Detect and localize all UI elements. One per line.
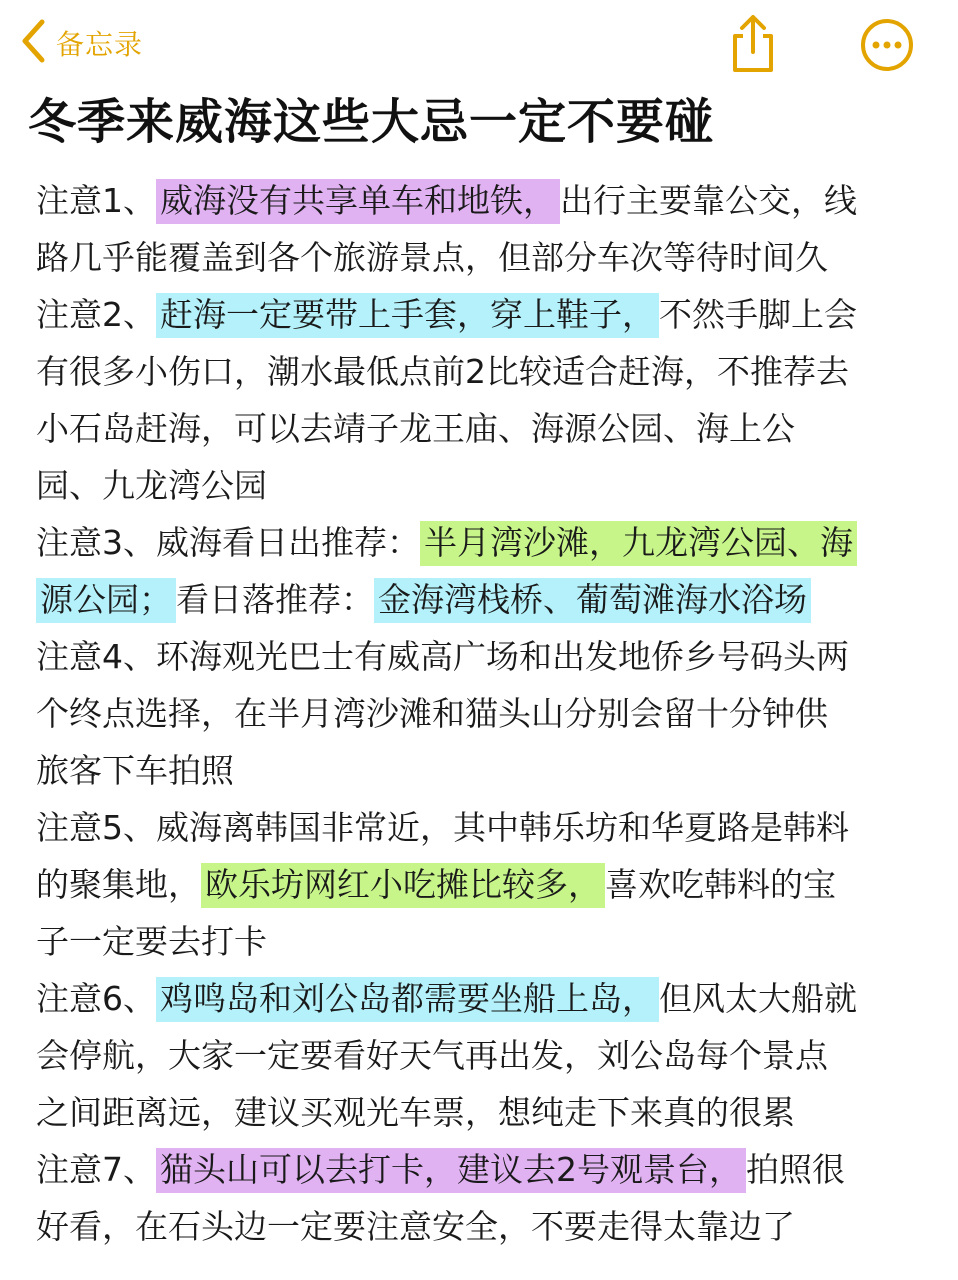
highlighted-text: 源公园；	[36, 578, 176, 623]
note-text: 旅客下车拍照	[36, 751, 234, 790]
note-line	[36, 628, 926, 685]
highlighted-text: 半月湾沙滩，九龙湾公园、海	[420, 521, 857, 566]
chevron-left-icon	[18, 18, 48, 68]
note-line	[36, 970, 926, 1027]
note-text: 好看，在石头边一定要注意安全，不要走得太靠边了	[36, 1207, 795, 1246]
note-text: 拍照很	[746, 1150, 845, 1189]
note-text: 之间距离远，建议买观光车票，想纯走下来真的很累	[36, 1093, 795, 1132]
note-text: 注意5、威海离韩国非常近，其中韩乐坊和华夏路是韩料	[36, 808, 849, 847]
note-line	[36, 571, 926, 628]
note-text: 出行主要靠公交，线	[560, 181, 857, 220]
share-button[interactable]	[726, 12, 780, 74]
note-text: 园、九龙湾公园	[36, 466, 267, 505]
note-text: 会停航，大家一定要看好天气再出发，刘公岛每个景点	[36, 1036, 828, 1075]
note-line	[36, 457, 926, 514]
note-text: 但风太大船就	[659, 979, 857, 1018]
note-line	[36, 343, 926, 400]
note-line	[36, 742, 926, 799]
note-line	[36, 685, 926, 742]
note-line	[36, 1141, 926, 1198]
highlighted-text: 赶海一定要带上手套，穿上鞋子，	[156, 293, 659, 338]
note-text: 有很多小伤口，潮水最低点前2比较适合赶海，不推荐去	[36, 352, 849, 391]
note-line	[36, 1198, 926, 1255]
note-title: 冬季来威海这些大忌一定不要碰	[28, 94, 715, 150]
note-text: 注意4、环海观光巴士有威高广场和出发地侨乡号码头两	[36, 637, 849, 676]
highlighted-text: 鸡鸣岛和刘公岛都需要坐船上岛，	[156, 977, 659, 1022]
note-text: 小石岛赶海，可以去靖子龙王庙、海源公园、海上公	[36, 409, 795, 448]
note-line	[36, 286, 926, 343]
note-text: 注意6、	[36, 979, 156, 1018]
note-body[interactable]	[36, 172, 926, 1255]
back-button-label: 备忘录	[56, 28, 144, 61]
note-line	[36, 229, 926, 286]
note-line	[36, 1027, 926, 1084]
share-icon	[726, 59, 780, 78]
highlighted-text: 欧乐坊网红小吃摊比较多，	[201, 863, 605, 908]
note-line	[36, 1084, 926, 1141]
note-text: 不然手脚上会	[659, 295, 857, 334]
note-line	[36, 172, 926, 229]
note-text: 子一定要去打卡	[36, 922, 267, 961]
note-line	[36, 799, 926, 856]
back-button[interactable]	[18, 20, 143, 66]
ellipsis-circle-icon	[860, 57, 914, 76]
note-text: 注意2、	[36, 295, 156, 334]
note-text: 个终点选择，在半月湾沙滩和猫头山分别会留十分钟供	[36, 694, 828, 733]
note-text: 路几乎能覆盖到各个旅游景点，但部分车次等待时间久	[36, 238, 828, 277]
highlighted-text: 猫头山可以去打卡，建议去2号观景台，	[156, 1148, 746, 1193]
note-line	[36, 913, 926, 970]
note-text: 的聚集地，	[36, 865, 201, 904]
more-options-button[interactable]	[860, 18, 914, 72]
note-text: 注意1、	[36, 181, 156, 220]
top-navigation-bar	[0, 0, 958, 88]
highlighted-text: 金海湾栈桥、葡萄滩海水浴场	[374, 578, 811, 623]
note-line	[36, 514, 926, 571]
note-text: 喜欢吃韩料的宝	[605, 865, 836, 904]
highlighted-text: 威海没有共享单车和地铁，	[156, 179, 560, 224]
note-text: 看日落推荐：	[176, 580, 374, 619]
note-line	[36, 856, 926, 913]
note-text: 注意7、	[36, 1150, 156, 1189]
note-line	[36, 400, 926, 457]
note-text: 注意3、威海看日出推荐：	[36, 523, 420, 562]
